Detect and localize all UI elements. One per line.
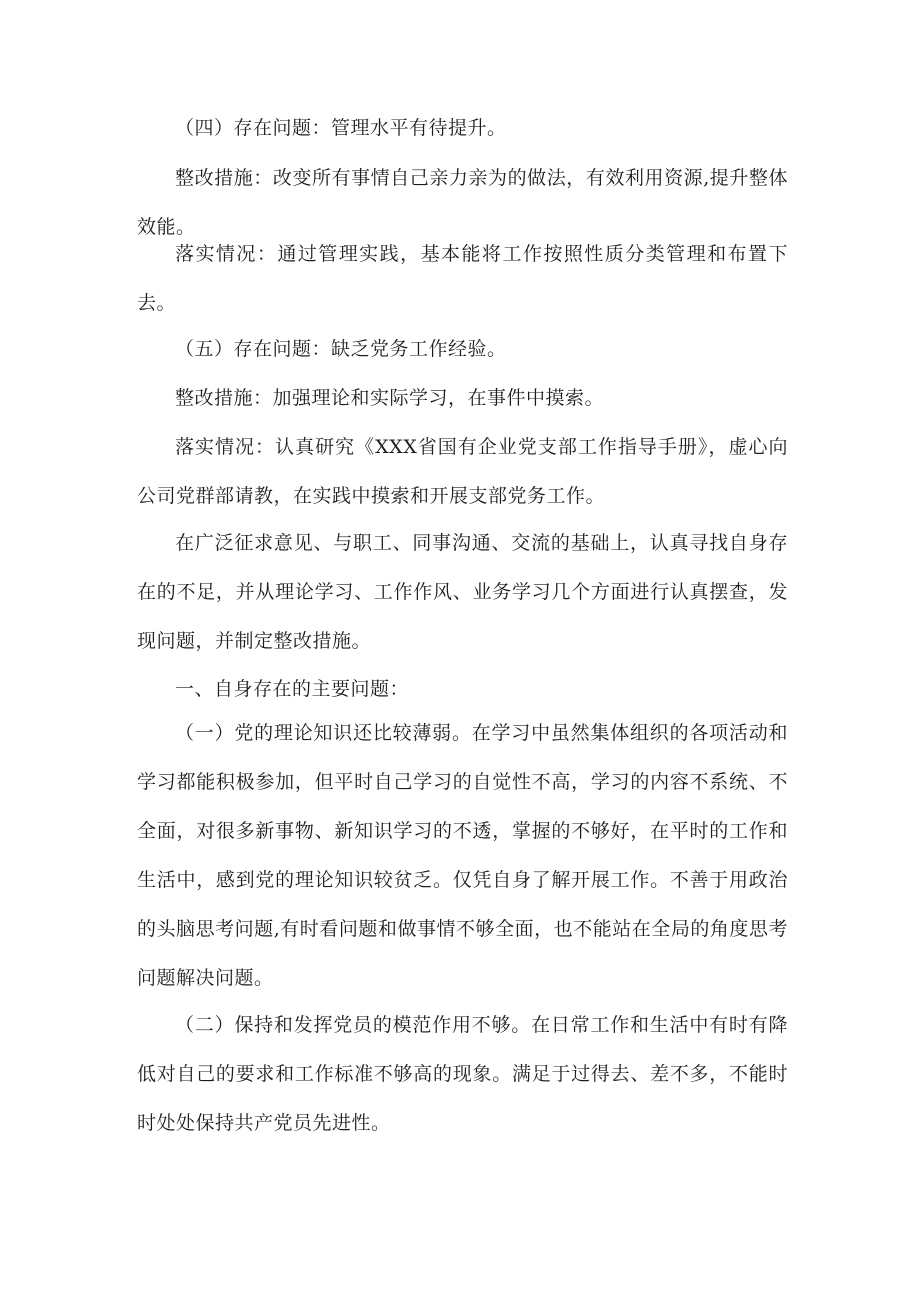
- paragraph-issue-4: （四）存在问题：管理水平有待提升。: [175, 117, 507, 139]
- paragraph-measure-4: 整改措施：改变所有事情自己亲力亲为的做法，有效利用资源,提升整体效能。: [137, 167, 788, 238]
- paragraph-measure-5: 整改措施：加强理论和实际学习，在事件中摸索。: [175, 387, 605, 409]
- paragraph-summary: 在广泛征求意见、与职工、同事沟通、交流的基础上，认真寻找自身存在的不足，并从理论学习、工作作风、业务学习几个方面进行认真摆查，发现问题，并制定整改措施。: [137, 532, 788, 652]
- paragraph-problem-1: （一）党的理论知识还比较薄弱。在学习中虽然集体组织的各项活动和学习都能积极参加，但平时自己学习的自觉性不高，学习的内容不系统、不全面，对很多新事物、新知识学习的不透，掌握的不够好，在平时的工作和生活中，感到党的理论知识较贫乏。仅凭自身了解开展工作。不善于用政治的头脑思考问题,有时看问题和做事情不够全面，也不能站在全局的角度思考问题解决问题。: [137, 722, 788, 989]
- paragraph-problem-2: （二）保持和发挥党员的模范作用不够。在日常工作和生活中有时有降低对自己的要求和工作标准不够高的现象。满足于过得去、差不多，不能时时处处保持共产党员先进性。: [137, 1014, 788, 1134]
- section-heading-main-problems: 一、自身存在的主要问题：: [175, 678, 410, 700]
- paragraph-status-5: 落实情况：认真研究《XXX省国有企业党支部工作指导手册》，虚心向公司党群部请教，在实践中摸索和开展支部党务工作。: [137, 436, 788, 507]
- paragraph-issue-5: （五）存在问题：缺乏党务工作经验。: [175, 338, 507, 360]
- paragraph-status-4: 落实情况：通过管理实践，基本能将工作按照性质分类管理和布置下去。: [137, 243, 788, 314]
